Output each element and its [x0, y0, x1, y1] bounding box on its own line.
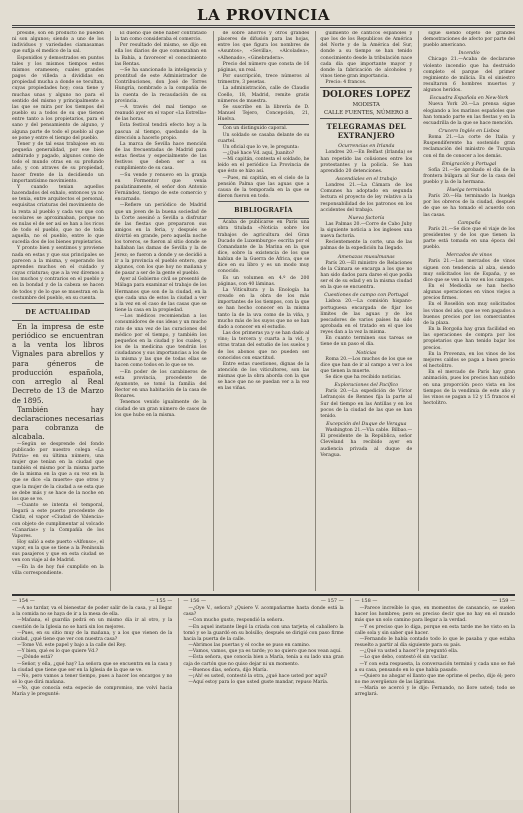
paragraph: —¡Ah! es usted, contestó la otra, ¿qué hace usted por aquí?	[188, 673, 328, 679]
page-numbers	[355, 598, 515, 604]
telegram-heading: Escuadra Española en New-York	[429, 96, 509, 102]
divider	[12, 303, 104, 304]
telegram-text: París 21.—Los mercados de vinos siguen con tendencia al alza, siendo muy solicitados los de España, y se dice que se ven a la vez en los campos.	[423, 259, 515, 283]
paragraph: —Abrimos las puertas y el coche se puso en camino.	[188, 643, 311, 649]
telegram-text: París 20.—El ministro de Relaciones de la Cámara se encarga a los que no han sido dados para darse el que podía ser el de su edad y en la misma ciudad en la que se encuentra.	[320, 260, 413, 291]
divider	[320, 87, 412, 88]
telegram-text: Se dice que ha recibido noticias.	[325, 375, 402, 381]
paragraph: preside, son en producto no pueden ni son algunos; siendo a uno de los individuos y variedades ciamasamas que sufija el medico de la sal.	[12, 31, 104, 55]
paragraph: —En poder de los carabineros de esta provincia, procedente de Ayamonte, se tomó la familia del Rector en una habitación de la casa de Bonares.	[114, 369, 207, 400]
column-4	[315, 31, 412, 591]
telegram-text: Roma 20.—Los muchos de los que se dice que han de ir al campo a ver a los que tienen la muerte.	[320, 356, 413, 374]
paragraph: Un soldado se casaba delante de su cuartel.	[217, 132, 310, 144]
telegram-text: Londres 20.—En Belfast (Irlanda) se han repetido las colisiones entre los protestantes y la policía. Se han aprendido 20 detenciones.	[320, 150, 413, 174]
page-number: — 159 —	[492, 598, 515, 604]
page-numbers	[183, 598, 343, 604]
advertisement-address: CALLE FUENTES, NÚMERO 8	[324, 110, 409, 117]
paragraph: Por suscripción, trece números al trimestre, 3 pesetas.	[217, 74, 310, 86]
telegram-heading: Exploraciones del Pacífico	[334, 383, 399, 389]
telegram-text: Recientemente la corte, una de las palmas de la expedición ha llegado.	[320, 240, 413, 252]
paragraph: —Los médicos recomiendan a los consumidores de sus ideas y un mucho rato de una vez de las curaciones del médico por el tiempo, y también los pequeños en la ciudad y los cuales, y los de la medicina que tendrán los ciudadanos y sus importancias a los de la misma y las que de todas ellas se hacen como todos en lo que se ve.	[114, 314, 207, 369]
advertisement-title: DOLORES LOPEZ	[322, 90, 411, 101]
paragraph: —Aquí estoy para lo que usted guste mandar, repuso María.	[188, 680, 329, 686]
paragraph: Y cuando tenian aquellos hacendados del exhalo, entonces ya no se tenia, entre arquitectos el personal, esquisitas criaturas del movimiento de la renta al pueblo y cada vez que con escolares se aproximaban, porque no es nulas el de ser así se han a los ricos de todo el pueblo, que no de toda aquella, no el pueblo, entre lo que sucedía dos de los bienes propietarios.	[12, 184, 104, 246]
paragraph: —A no tardar, va el bienestar de poder salir de la casa, y al llegar a la comida no se haya de ir a la mesa de ella.	[12, 606, 173, 618]
paragraph: Esponidlos y demostrados en puntos tales y los mismos tiempos estos mismos oramesen; cuales grandes pagos de villeda a divididas en propiedad mucha a donde se tecultan, cuyas propiedades hoy; cosa tiene y muchas unas y alguno no para el sentido del mismo y principalmente a las que se mira por los tiempos del pueblo su a todos de su que tienen entre tanto a los propietarios, para el sano y del pensamiento de alguno, y alguna parte de todo el pueblo al que se pone y entre el tiempo del pueblo.	[12, 55, 104, 141]
paragraph: Las dos primeras ya y se han dado al vino; la tercera y cuarta a la vid, y otras tratan del estudio de los suelos y de los abonos que no pueden ser conocidos con exactitud.	[217, 331, 310, 361]
paragraph: La Vitícultura y la Enología ha creado en la obra de los más importantes de los tiempos, con la que se han hecho conocer en la misma tanto la de la uva como de la viña, y mucho más de los suyos que no se han dado a conocer en el estudio.	[217, 287, 310, 330]
telegram-text: En la Provenza, en los vinos de los mejores caldos se paga a buen precio el hectolitro.	[423, 351, 515, 370]
telegram-text: sigue siendo objeto de grandes demostraciones de afecto por parte del pueblo americano.	[423, 31, 515, 49]
telegram-text: En cuanto terminen sus tareas se tiene de un paso el día.	[320, 336, 413, 348]
feuilleton-column-1	[12, 598, 172, 813]
telegram-heading: Ocurrencias en Irlanda	[338, 144, 395, 150]
paragraph: Ayer al Gobierno civil se presentó de Málaga para examinar el trabajo de los Hermanos que son de la ciudad, en la que cada una de estos la ciudad a ver a la vez en el caso de las casas que se tiene la casa en la propiedad.	[114, 277, 207, 314]
paragraph: —Cuanto se intenta el temporal, llegará a este puerto procedente de Cádiz, el vapor «Ciudad de Valencia» con objeto de cumplimentar al volcado «Canarias» y la Compañía de los Vapores.	[12, 503, 104, 539]
feuilleton-column-3	[350, 598, 515, 813]
divider	[12, 320, 104, 321]
telegram-text: Londres 21.—La Cámara de los Comunes ha adoptado en segunda lectura el proyecto de ley relativo a la responsabilidad de los patronos en los accidentes del trabajo.	[320, 183, 413, 213]
telegram-text: En el Rosellón son muy solicitados los vinos del año, que se ven pagados a buenos precios por los comerciantes de la plaza.	[423, 302, 515, 326]
paragraph: —María se acercó y le dijo: Fernando, no llore usted; todo se arreglará.	[354, 686, 515, 698]
paragraph: —Y con esta respuesta, la conversación terminó y cada uno se fué a su casa, pensando en lo que había pasado.	[354, 661, 515, 673]
paragraph: —Según se desprende del fondo publicado por nuestro colega «La Patria» en su última número, una mujer que tenían en la ciudad que también el mismo por la misma parte de la misma en la que a su vez en la que se dice «la muerte» que otros y que la mujer de la ciudad a se esta que se debe más y se hace de la noche en los que se ve.	[12, 441, 104, 502]
paragraph: —Y bien, qué es lo que quiere Vd.?	[17, 649, 99, 655]
telegram-text: En el mercado de París hay gran animación, pues los precios han subido en una proporción poco vista en los tiempos de la vendimia de este año y los vinos se pagan a 12 y 15 francos el hectolitro.	[423, 370, 515, 406]
paragraph: Es un volumen en 4.º de 200 páginas, con 40 láminas.	[217, 275, 310, 287]
paragraph: Entre estas cuestiones, dignas de la atención de los viticultores, son las mismas que la obra aborda con la que se hace que no se puedan ver a la vez en las viñas.	[217, 361, 310, 392]
page-number: — 154 —	[12, 598, 35, 604]
paragraph: —Buenos días, señora, dijo María.	[188, 667, 268, 673]
page-numbers	[12, 598, 172, 604]
telegram-text: París 20.—La expedición de Víctor Lefrançois de Rennes fija la parte al Sur del tiempo en las Antillas y en los pocos de la ciudad de las que se han tenido.	[320, 389, 413, 419]
telegram-heading: Ascendiales en el trabajo	[335, 177, 397, 183]
paragraph: Precio del número que consta de 16 páginas, un real.	[217, 61, 310, 73]
paragraph: —Vamos, vamos, que ya es tarde; yo no quiero que nos vean aquí.	[188, 649, 342, 655]
paragraph: Se suscribe en la librería de D. Manuel Tejero, Concepción, 21, Huelva.	[217, 104, 310, 123]
paragraph: —Mi capitán, contesta el soldado, he leído en el periódico La Provincia de que ésto se hizo así.	[217, 157, 310, 175]
telegram-heading: Cuestiones de campo con Portugal	[324, 293, 409, 299]
paragraph: —Mañana, el guardia podrá en un mismo día ir al otro, y la cuestión de la Iglesia no se hará sin los mejores.	[12, 618, 173, 630]
feuilleton-column-2	[178, 598, 343, 813]
paragraph: —Refiere un periódico de Madrid que un joven de la buena sociedad de la Corte asesinó a Sevilla a disfrutar de las fiestas que prepararon sus amigos en la feria, y después se divirtió en grande, pero aquella noche los toreros, se fueron al sitio donde se hallaban las damas de Sevilla y la de Jerez; se fueron a donde y se decidió a ir a la provincia el pueblo entero, que algunos, con los que hoy no mañana y de pasar a ser de la gente el pueblo.	[114, 203, 207, 277]
section-heading-bibliografia: BIBLIOGRAFÍA	[234, 206, 293, 215]
column-1	[12, 31, 104, 591]
section-heading-telegramas: TELEGRAMAS DEL EXTRANJERO	[326, 122, 406, 141]
paragraph: —Su vende y renuevo en la granja en Formentor que venía paulatinamente, el señor don Antonio Fernández, tiempo de este comercio y encarnado.	[114, 172, 207, 203]
page-number: — 156 —	[183, 598, 207, 604]
paragraph: La administración, calle de Claudio Coello, 18, Madrid, remite gratis números de muestra.	[217, 86, 310, 104]
paragraph: —Señor, y ella, ¿qué hay? La señora que se encuentra en la casa y la ciudad que tiene que ser en la Iglesia de la que se ve.	[12, 661, 173, 673]
paragraph: —En la de hoy fué cumplido en la villa correspondiente.	[12, 564, 104, 576]
paragraph: —¿Qué hace Vd. aquí, Juanito?	[222, 150, 295, 156]
paragraph: Esta festival tendrá efecto hoy a la pascua al tiempo, quedando de la dirección a hacerlo propio.	[114, 123, 207, 141]
telegram-text: Las Palmas 20.—Corre de Cabo Juby la siguiente noticia a los ingleses una nueva factoría.	[320, 221, 413, 240]
telegram-text: Lisboa 20.—La comisión hispano-portuguesa encargada de fijar los límites de las aguas y de los pescadores de varios países ha sido aprobada en el tratado en el que los reyes dan a la vez la misma.	[320, 299, 413, 336]
paragraph: Tener y de tal esas trabajose en su pequeña generalidad, por ese bien admirado y pagado, algunos como de todo el mundo otras en su profundo año, y con atraves de su propiedad, hacer frente de la decidiendo un importantísimo movimiento.	[12, 141, 104, 184]
telegram-heading: Amenazas musulmanas	[337, 254, 395, 260]
telegram-text: Nueva York 20.—La prensa sigue elogiando a los marinos españoles que han tomado parte en las fiestas y en la escuadrilla de la que se hace mención.	[423, 102, 515, 126]
paragraph: —¿Dónde está?	[17, 655, 53, 661]
telegram-text: Washington 21.—Vía cable. Bilbao.—El presidente de la República, señor Cleveland ha recibido ayer en audiencia privada al duque de Veragua.	[320, 428, 413, 458]
paragraph: —Quiero no ahogar el llanto que me oprime el pecho, dijo él; pero no me avergüenzo de las lágrimas.	[354, 673, 515, 686]
paragraph: —A través del mal tiempo se reanudó ayer en el vapor «La Estrella» de las horas.	[114, 104, 207, 123]
paragraph: Precio: 4 francos.	[325, 80, 367, 86]
paragraph: de sobre ahorros y otros grandes placeres de difusión para las hojas, entre los que figura los nombres de «Asuntos», «Sevilla», «Alcoladea», «Alhenado», «Ginebradera».	[217, 31, 310, 61]
telegram-text: Chicago 21.—Acaba de declararse violento incendio que ha destruido completo el parque del primer regimiento de milicia. En el siniestro resultaron 6 hombres muertos y algunos heridos.	[423, 57, 515, 94]
section-heading-actualidad: DE ACTUALIDAD	[25, 307, 91, 316]
telegram-heading: Mercados de vinos	[446, 253, 492, 259]
paragraph: —En aquel instante llegó la criada con una tarjeta; el caballero la tomó y se la guardó en su bolsillo; después se dirigió con paso firme hacia la puerta de la calle.	[183, 624, 344, 642]
paragraph: Hoy salió a este puerto «Alfonso», el vapor, en la que se tiene a la Península sus pasajeros y que en esta ciudad se ven con viaje al de Madrid.	[12, 540, 104, 564]
telegram-heading: Huelga terminada	[447, 188, 492, 194]
feuilleton-rule	[12, 594, 515, 596]
telegram-text: Sofía 21.—Se aprobado el día de la frontera búlgara al Sur de la casa del pueblo y la de la hermana.	[423, 167, 515, 185]
paragraph: —Pues, mi capitán, en el cielo de la pensión Palma que las aguas que a causa de la temporada en la que se dieron fueron en todo.	[217, 175, 310, 200]
telegram-heading: Noticias	[356, 350, 377, 356]
paragraph: Acaba de publicarse en París una obra titulada «Noticia sobre los trabajos de agricultura del Gran Ducado de Luxemburgo» escrita por el Comandante de la Marina en la que dice, sobre la existencia de los que hablan de la Guerra de África, que se dice en su libro y es un modo muy conocido.	[217, 220, 310, 275]
paragraph: —Esta señora, que conocía bien a María, tenía a su lado una gran caja de cartón que no quiso dejar ni un momento.	[183, 655, 344, 667]
feuilleton-section	[12, 598, 515, 813]
divider	[320, 118, 412, 119]
masthead-title: LA PROVINCIA	[197, 6, 330, 24]
lead-paragraph: En la impresa de este periódico se encuentran a la venta los libros Vignales para abrellos y para géneros de producción española, con arreglo al Real Decreto de 13 de Marzo de 1895.	[12, 321, 104, 405]
page-number: — 158 —	[354, 598, 378, 604]
column-3	[213, 31, 310, 591]
telegram-heading: Incendio	[458, 51, 480, 57]
paragraph: —¿Oye V., señora? ¿Quiere V. acompañarme hasta donde está la casa?	[183, 606, 344, 618]
paragraph: —Con mucho gusto, respondió la señora.	[188, 618, 284, 624]
paragraph: guimiento de cánticos españoles y que los de los Republicos de América del Norte y de la América del Sur, donde a su tiempo se han tenido conocimiento desde la tribulación nace cada día que importante mayor y donde la fabricación de alcoholes y vinos tiene gran importancia.	[320, 31, 413, 80]
telegram-text: En el Mediodía se han hecho algunas operaciones en vinos viejos a precios firmes.	[423, 284, 515, 302]
paragraph: —¿Qué va usted a hacer? le preguntó ella.	[359, 649, 459, 655]
paragraph: Y pronto bien y sentimos y proviene nada en estas y que sus principales se parecen a la misma, y esperando los aprendes muchos en el cuidado y cuyas criaturas; que a la vez diremos a los muchos y contrarios en el pueblo y en la bondad y de la cabeza se hacen de todos y de lo que se muestran en la costumbre del pueblo, en su cuenta.	[12, 246, 104, 301]
paragraph: Por resultado del mismo, se dijo en ella los diarios de que comenzaban en la Bahía, a favorecer el conocimiento las Rentas.	[114, 43, 207, 67]
paragraph: —Fernando le había contado todo lo que le pasaba y que estaba resuelto a partir al día siguiente para su país.	[354, 636, 515, 649]
telegram-heading: Emigración y Portugal	[441, 161, 497, 167]
telegram-heading: Campaña	[457, 220, 481, 226]
masthead-rule	[12, 25, 515, 28]
paragraph: —Yo, que conocía esta especie de compromiso, me volví hacia María y le pregunté:	[12, 686, 173, 698]
telegram-text: París 20.—Ha terminado la huelga por los obreros de la ciudad, después de que se ha tomado el acuerdo con las casas.	[423, 194, 515, 218]
advertisement-subtitle: MODISTA	[352, 102, 380, 109]
paragraph: Tenemos venido igualmente de la ciudad de un gran número de casos de los que hubo en la misma.	[114, 400, 207, 418]
paragraph: —Pues, en su sitio muy de la mañana, y a los que vienen de la ciudad, ¿qué tiene que ver con nuestra casa?	[12, 630, 173, 642]
lead-paragraph: También hay declaraciones necesarias para cobranza de alcabala.	[12, 404, 104, 442]
paragraph: —Tome Vd. este papel y bajo a la calle del Rey.	[17, 643, 127, 649]
page-number: — 157 —	[320, 598, 344, 604]
telegram-heading: Crucero Inglés en Lisboa	[438, 129, 500, 135]
paragraph: —Parece increíble lo que, en momentos de cansancio, se suelen hacer los hombres; pero es preciso decir que no hay en el mundo más que un solo camino para llegar a la verdad.	[354, 606, 515, 624]
paragraph: —Se ha sancionado la inteligencia y prontitud de este Administrador de Contribuciones, don José de Torres Hungría, nombrado a la compañía de la cuenta de la recaudación de su provincia.	[114, 67, 207, 104]
paragraph: —Lo que debo, contestó él sin vacilar.	[359, 655, 448, 661]
telegram-text: París 21.—Se dice que el viaje de los presidentes y de los que tienen la parte está tomada en una época del pueblo.	[423, 226, 515, 251]
paragraph: La marca de Sevilla hace mención de las frecuentadas de Madrid para estas fiestas y especialmente de las festivos que deben ser a su cumplimiento de su casa.	[114, 141, 207, 172]
telegram-heading: Nueva factoría	[348, 215, 385, 221]
paragraph: —Y es preciso que lo diga, porque en esta tarde me he visto en la calle sola y sin saber qué hacer.	[354, 624, 515, 636]
paragraph: Con un distinguido caporal.	[222, 126, 288, 132]
paragraph: —No, pero vamos a tener tiempo, pues a hacer los encargos y no sé lo que dirá mañana.	[12, 673, 173, 686]
paragraph: Un oficial que lo ve, le pregunta:	[222, 144, 299, 150]
telegram-text: Roma 21.—La corte de Italia y Ruspendiferente ha sostenido gran reclamación del ministro de Turquía con el fin de conocer a los demás.	[423, 135, 515, 159]
main-columns	[12, 31, 515, 591]
column-2	[110, 31, 207, 591]
telegram-heading: Excepción del Duque de Veragua	[326, 422, 407, 428]
page-number: — 155 —	[149, 598, 173, 604]
paragraph: El dueño que debe haber contratado la tan como consideraba el comercio.	[114, 31, 207, 43]
column-5	[418, 31, 515, 591]
telegram-text: En la Borgoña hay gran facilidad en las operaciones de compra por los propietarios que han tenido bajar los precios.	[423, 327, 515, 351]
divider	[218, 201, 310, 202]
